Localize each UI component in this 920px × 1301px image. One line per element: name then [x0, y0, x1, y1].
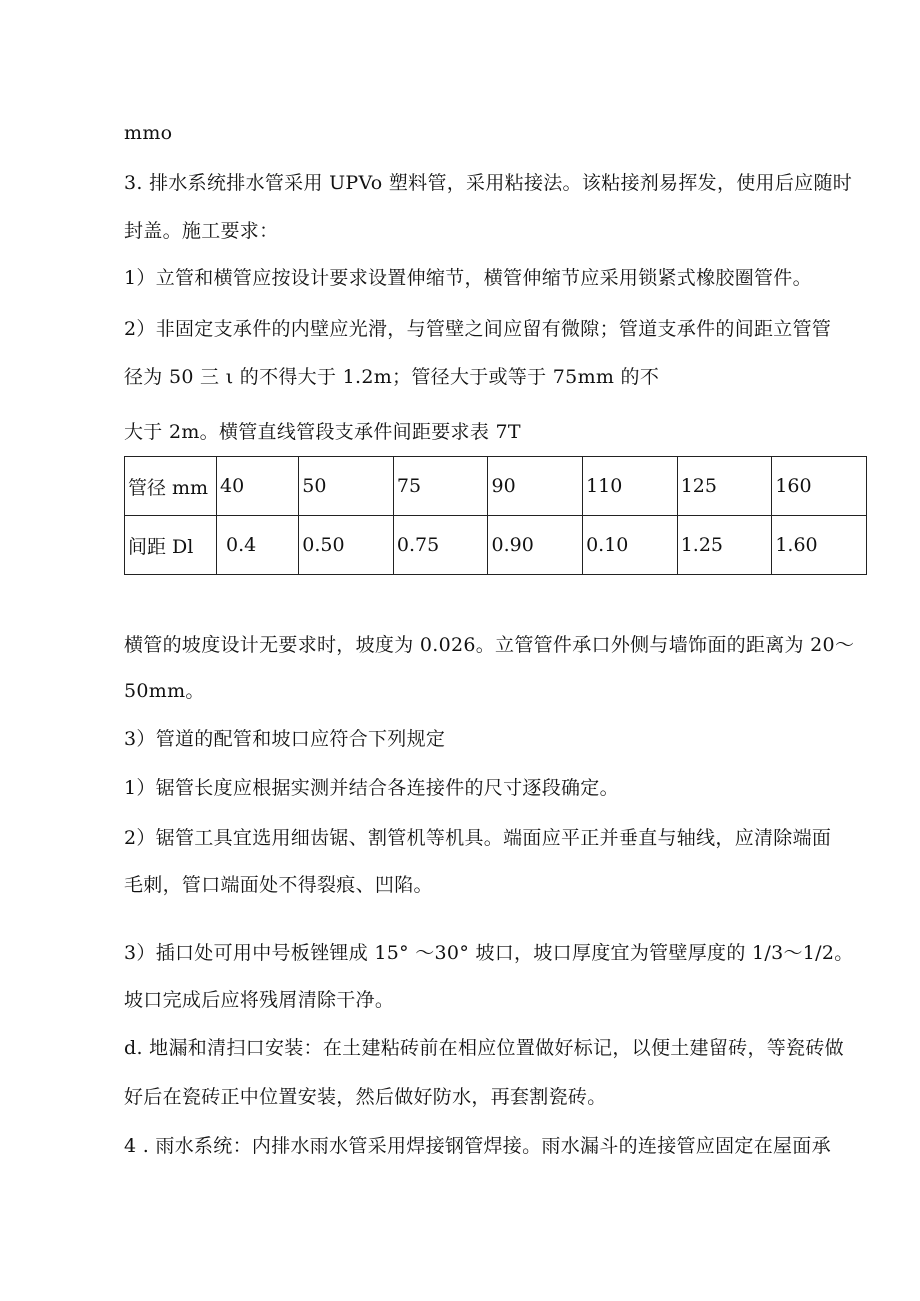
table-cell: 0.50	[299, 516, 394, 575]
table-cell: 90	[488, 457, 583, 516]
paragraph-line: mmo	[124, 122, 173, 144]
table-cell: 0.4	[217, 516, 299, 575]
table-cell: 0.90	[488, 516, 583, 575]
paragraph-line: 2）非固定支承件的内壁应光滑，与管壁之间应留有微隙；管道支承件的间距立管管	[124, 318, 832, 340]
table-cell: 50	[299, 457, 394, 516]
paragraph-line: 横管的坡度设计无要求时，坡度为 0.026。立管管件承口外侧与墙饰面的距离为 20～	[124, 634, 855, 656]
table-cell: 40	[217, 457, 299, 516]
table-cell: 75	[393, 457, 488, 516]
paragraph-line: 1）锯管长度应根据实测并结合各连接件的尺寸逐段确定。	[124, 777, 619, 799]
paragraph-line: 50mm。	[124, 680, 205, 702]
table-row	[125, 457, 867, 516]
paragraph-line: 封盖。施工要求：	[124, 220, 279, 242]
table-cell: 管径 mm	[125, 457, 217, 516]
table-cell: 160	[772, 457, 867, 516]
paragraph-line: 1）立管和横管应按设计要求设置伸缩节，横管伸缩节应采用锁紧式橡胶圈管件。	[124, 267, 812, 289]
table-cell: 0.75	[393, 516, 488, 575]
paragraph-line: 3）插口处可用中号板锉锂成 15° ～30° 坡口，坡口厚度宜为管壁厚度的 1/3～1/2。	[124, 942, 854, 964]
paragraph-line: 3）管道的配管和坡口应符合下列规定	[124, 728, 446, 750]
table-caption: 大于 2m。横管直线管段支承件间距要求表 7T	[124, 421, 521, 443]
paragraph-line: 4 . 雨水系统：内排水雨水管采用焊接钢管焊接。雨水漏斗的连接管应固定在屋面承	[124, 1135, 831, 1157]
table-cell: 1.25	[677, 516, 772, 575]
table-cell: 110	[583, 457, 678, 516]
pipe-spacing-table	[124, 456, 867, 575]
table-cell: 1.60	[772, 516, 867, 575]
paragraph-line: 2）锯管工具宜选用细齿锯、割管机等机具。端面应平正并垂直与轴线，应清除端面	[124, 827, 832, 849]
paragraph-line: 毛刺，管口端面处不得裂痕、凹陷。	[124, 874, 433, 896]
table-row	[125, 516, 867, 575]
table-cell: 125	[677, 457, 772, 516]
paragraph-line: 坡口完成后应将残屑清除干净。	[124, 989, 395, 1011]
paragraph-line: 好后在瓷砖正中位置安装，然后做好防水，再套割瓷砖。	[124, 1086, 607, 1108]
table-cell: 0.10	[583, 516, 678, 575]
paragraph-line: 3. 排水系统排水管采用 UPVo 塑料管，采用粘接法。该粘接剂易挥发，使用后应随时	[124, 172, 853, 194]
table-cell: 间距 Dl	[125, 516, 217, 575]
paragraph-line: d. 地漏和清扫口安装：在土建粘砖前在相应位置做好标记，以便土建留砖，等瓷砖做	[124, 1037, 844, 1059]
paragraph-line: 径为 50 三 ι 的不得大于 1.2m；管径大于或等于 75mm 的不	[124, 366, 660, 388]
